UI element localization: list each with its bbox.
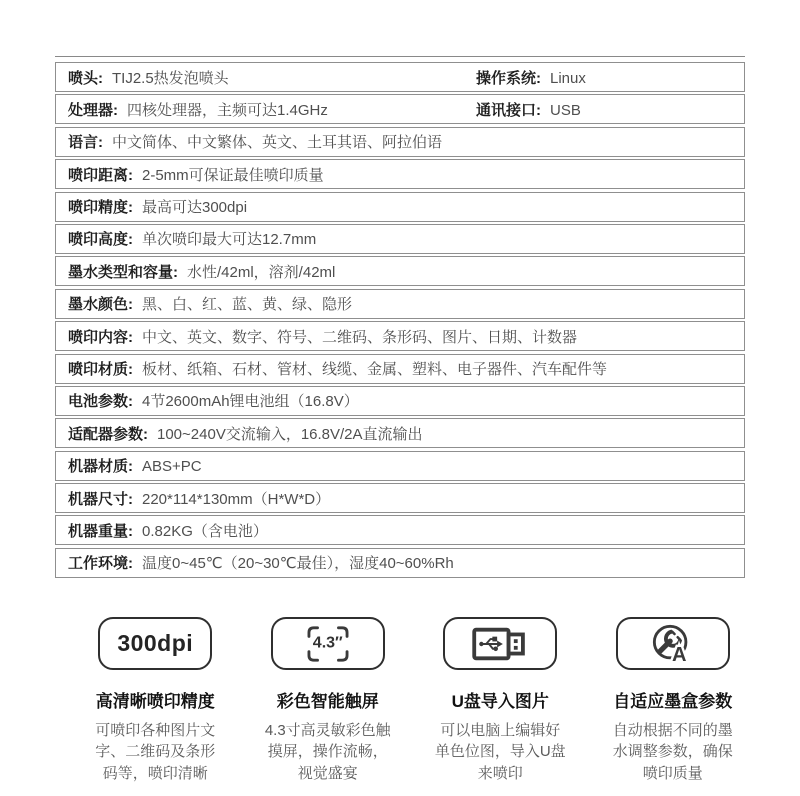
spec-value: 四核处理器，主频可达1.4GHz <box>127 101 328 119</box>
spec-label: 通讯接口: <box>476 101 541 119</box>
spec-label: 处理器: <box>68 101 118 119</box>
feature-badge-text: 300dpi <box>117 630 194 656</box>
spec-cell <box>56 390 359 411</box>
spec-row <box>55 548 745 578</box>
spec-row <box>55 515 745 545</box>
spec-table <box>55 56 745 578</box>
feature-desc: 自动根据不同的墨水调整参数，确保喷印质量 <box>612 722 733 782</box>
spec-cell <box>464 99 581 120</box>
spec-label: 墨水颜色: <box>68 296 133 314</box>
spec-row <box>55 418 745 448</box>
spec-row <box>55 224 745 254</box>
spec-value: 单次喷印最大可达12.7mm <box>142 231 317 249</box>
spec-cell <box>56 326 577 347</box>
feature-card <box>69 617 242 784</box>
spec-label: 语言: <box>68 134 103 152</box>
spec-value: 最高可达300dpi <box>142 199 248 217</box>
spec-value: 2-5mm可保证最佳喷印质量 <box>142 166 324 184</box>
spec-row <box>55 94 745 124</box>
usb-drive-icon <box>469 623 531 665</box>
spec-cell <box>56 164 324 185</box>
spec-value: 0.82KG（含电池） <box>142 522 268 540</box>
spec-label: 机器材质: <box>68 458 133 476</box>
spec-label: 喷印材质: <box>68 361 133 379</box>
feature-card <box>414 617 587 784</box>
feature-desc: 可以电脑上编辑好单色位图，导入U盘来喷印 <box>434 722 566 782</box>
spec-value: 温度0~45℃（20~30℃最佳），湿度40~60%Rh <box>142 555 454 573</box>
feature-title: 自适应墨盒参数 <box>613 692 733 711</box>
spec-label: 工作环境: <box>68 555 133 573</box>
spec-cell <box>56 488 330 509</box>
spec-cell <box>56 520 268 541</box>
spec-label: 喷印精度: <box>68 199 133 217</box>
feature-title: 彩色智能触屏 <box>276 692 379 711</box>
feature-desc: 4.3寸高灵敏彩色触摸屏，操作流畅，视觉盛宴 <box>264 722 391 782</box>
feature-badge-text: 4.3″ <box>312 633 343 651</box>
spec-label: 操作系统: <box>476 69 541 87</box>
spec-label: 喷印内容: <box>68 328 133 346</box>
spec-label: 电池参数: <box>68 393 133 411</box>
spec-row <box>55 127 745 157</box>
feature-desc: 可喷印各种图片文字、二维码及条形码等，喷印清晰 <box>95 722 216 782</box>
wrench-cartridge-icon <box>650 622 696 666</box>
spec-value: 黑、白、红、蓝、黄、绿、隐形 <box>142 296 353 314</box>
table-top-rule <box>55 56 745 57</box>
feature-card <box>587 617 760 784</box>
feature-icon-box <box>443 617 557 670</box>
spec-value: 220*114*130mm（H*W*D） <box>142 490 331 508</box>
spec-value: USB <box>550 101 581 119</box>
spec-row <box>55 256 745 286</box>
spec-cell <box>464 67 586 88</box>
spec-value: 中文、英文、数字、符号、二维码、条形码、图片、日期、计数器 <box>142 328 578 346</box>
spec-value: TIJ2.5热发泡喷头 <box>112 69 229 87</box>
spec-value: 100~240V交流输入，16.8V/2A直流输出 <box>157 425 423 443</box>
spec-label: 机器重量: <box>68 522 133 540</box>
spec-value: 4节2600mAh锂电池组（16.8V） <box>142 393 359 411</box>
spec-label: 喷头: <box>68 69 103 87</box>
svg-text:A: A <box>671 643 687 666</box>
spec-cell <box>56 423 423 444</box>
spec-cell <box>56 99 464 120</box>
spec-value: Linux <box>550 69 586 87</box>
spec-value: 中文简体、中文繁体、英文、土耳其语、阿拉伯语 <box>112 134 443 152</box>
spec-label: 喷印距离: <box>68 166 133 184</box>
spec-cell <box>56 455 202 476</box>
spec-cell <box>56 196 247 217</box>
spec-cell <box>56 552 454 573</box>
spec-row <box>55 321 745 351</box>
spec-value: ABS+PC <box>142 458 202 476</box>
feature-card <box>242 617 415 784</box>
feature-title: 高清晰喷印精度 <box>95 692 215 711</box>
spec-value: 水性/42ml，溶剂/42ml <box>187 263 336 281</box>
spec-row <box>55 159 745 189</box>
spec-cell <box>56 293 352 314</box>
spec-row <box>55 483 745 513</box>
spec-label: 机器尺寸: <box>68 490 133 508</box>
feature-title: U盘导入图片 <box>451 692 549 711</box>
spec-cell <box>56 358 607 379</box>
feature-icon-box <box>98 617 212 670</box>
spec-row <box>55 354 745 384</box>
spec-row <box>55 192 745 222</box>
spec-row <box>55 451 745 481</box>
spec-rows <box>55 62 745 578</box>
spec-row <box>55 62 745 92</box>
spec-label: 喷印高度: <box>68 231 133 249</box>
feature-icon-box <box>616 617 730 670</box>
spec-value: 板材、纸箱、石材、管材、线缆、金属、塑料、电子器件、汽车配件等 <box>142 361 608 379</box>
spec-cell <box>56 228 316 249</box>
feature-list <box>69 617 759 784</box>
spec-cell <box>56 261 335 282</box>
spec-cell <box>56 131 442 152</box>
spec-row <box>55 386 745 416</box>
feature-icon-box <box>271 617 385 670</box>
spec-row <box>55 289 745 319</box>
spec-label: 墨水类型和容量: <box>68 263 178 281</box>
spec-label: 适配器参数: <box>68 425 148 443</box>
spec-cell <box>56 67 464 88</box>
